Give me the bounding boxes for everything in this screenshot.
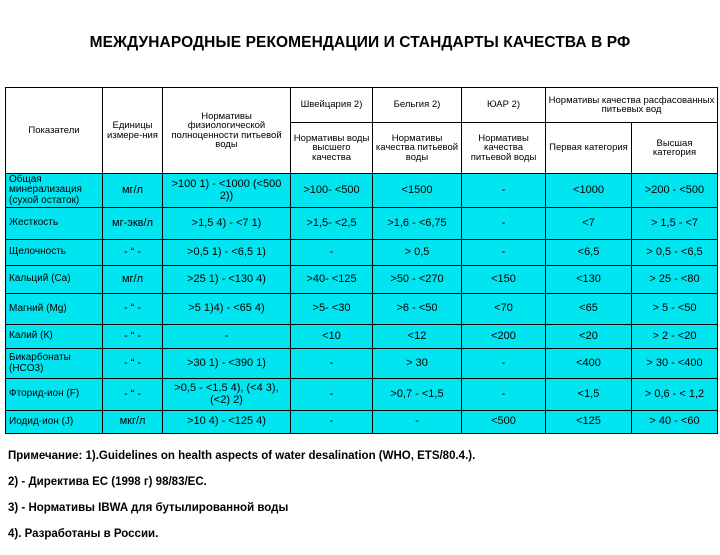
header-norm-highest: Нормативы воды высшего качества xyxy=(291,123,373,174)
cell-first-category: <65 xyxy=(546,294,632,325)
cell-highest-category: >200 - <500 xyxy=(632,174,718,208)
footnotes xyxy=(8,451,718,555)
cell-highest-category: > 5 - <50 xyxy=(632,294,718,325)
cell-switzerland: - xyxy=(291,349,373,379)
cell-unit: мг/л xyxy=(103,266,163,294)
header-switzerland: Швейцария 2) xyxy=(291,88,373,123)
header-highest-category: Высшая категория xyxy=(632,123,718,174)
cell-first-category: <400 xyxy=(546,349,632,379)
cell-south-africa: - xyxy=(462,174,546,208)
cell-belgium: >6 - <50 xyxy=(373,294,462,325)
cell-belgium: > 0,5 xyxy=(373,240,462,266)
cell-south-africa: <500 xyxy=(462,411,546,434)
footnote-2: 2) - Директива ЕС (1998 г) 98/83/ЕС. xyxy=(8,476,207,488)
cell-first-category: <20 xyxy=(546,325,632,349)
header-indicators: Показатели xyxy=(6,88,103,174)
cell-switzerland: - xyxy=(291,379,373,411)
header-physiological: Нормативы физиологической полноценности питьевой воды xyxy=(163,88,291,174)
cell-switzerland: <10 xyxy=(291,325,373,349)
cell-south-africa: <70 xyxy=(462,294,546,325)
table-row xyxy=(6,174,718,208)
footnote-1: Примечание: 1).Guidelines on health aspects of water desalination (WHO, ETS/80.4.). xyxy=(8,450,476,462)
cell-switzerland: >5- <30 xyxy=(291,294,373,325)
cell-physio: >1,5 4) - <7 1) xyxy=(163,208,291,240)
cell-switzerland: - xyxy=(291,240,373,266)
cell-south-africa: - xyxy=(462,240,546,266)
cell-unit: мкг/л xyxy=(103,411,163,434)
cell-physio: >100 1) - <1000 (<500 2)) xyxy=(163,174,291,208)
cell-unit: мг/л xyxy=(103,174,163,208)
cell-unit: - “ - xyxy=(103,349,163,379)
header-packaged: Нормативы качества расфасованных питьевых вод xyxy=(546,88,718,123)
cell-first-category: <130 xyxy=(546,266,632,294)
header-norm-quality-sa: Нормативы качества питьевой воды xyxy=(462,123,546,174)
cell-south-africa: - xyxy=(462,379,546,411)
header-row-top xyxy=(6,88,718,123)
table-row xyxy=(6,325,718,349)
cell-highest-category: > 40 - <60 xyxy=(632,411,718,434)
standards-table xyxy=(5,87,718,434)
cell-physio: >25 1) - <130 4) xyxy=(163,266,291,294)
cell-physio: >10 4) - <125 4) xyxy=(163,411,291,434)
cell-first-category: <1,5 xyxy=(546,379,632,411)
cell-highest-category: > 30 - <400 xyxy=(632,349,718,379)
cell-belgium: - xyxy=(373,411,462,434)
table-row xyxy=(6,379,718,411)
cell-physio: >0,5 - <1,5 4), (<4 3),(<2) 2) xyxy=(163,379,291,411)
cell-belgium: <1500 xyxy=(373,174,462,208)
cell-physio: >5 1)4) - <65 4) xyxy=(163,294,291,325)
cell-unit: - “ - xyxy=(103,294,163,325)
cell-switzerland: - xyxy=(291,411,373,434)
cell-belgium: >1,6 - <6,75 xyxy=(373,208,462,240)
cell-belgium: >0,7 - <1,5 xyxy=(373,379,462,411)
cell-physio: >0,5 1) - <6,5 1) xyxy=(163,240,291,266)
cell-first-category: <125 xyxy=(546,411,632,434)
cell-indicator: Иодид-ион (J) xyxy=(6,411,103,434)
cell-highest-category: > 1,5 - <7 xyxy=(632,208,718,240)
cell-south-africa: <200 xyxy=(462,325,546,349)
table-row xyxy=(6,240,718,266)
table-row xyxy=(6,349,718,379)
cell-indicator: Кальций (Ca) xyxy=(6,266,103,294)
cell-highest-category: > 0,6 - < 1,2 xyxy=(632,379,718,411)
cell-south-africa: - xyxy=(462,208,546,240)
table-row xyxy=(6,208,718,240)
cell-indicator: Щелочность xyxy=(6,240,103,266)
header-south-africa: ЮАР 2) xyxy=(462,88,546,123)
cell-indicator: Жесткость xyxy=(6,208,103,240)
cell-indicator: Калий (К) xyxy=(6,325,103,349)
cell-indicator: Магний (Mg) xyxy=(6,294,103,325)
cell-highest-category: > 2 - <20 xyxy=(632,325,718,349)
cell-belgium: >50 - <270 xyxy=(373,266,462,294)
header-units: Единицы измере-ния xyxy=(103,88,163,174)
table-row xyxy=(6,294,718,325)
cell-belgium: <12 xyxy=(373,325,462,349)
cell-south-africa: <150 xyxy=(462,266,546,294)
cell-indicator: Фторид-ион (F) xyxy=(6,379,103,411)
page-title: МЕЖДУНАРОДНЫЕ РЕКОМЕНДАЦИИ И СТАНДАРТЫ КАЧЕСТВА В РФ xyxy=(89,34,631,51)
cell-unit: - “ - xyxy=(103,379,163,411)
cell-physio: >30 1) - <390 1) xyxy=(163,349,291,379)
cell-highest-category: > 25 - <80 xyxy=(632,266,718,294)
cell-switzerland: >40- <125 xyxy=(291,266,373,294)
cell-unit: мг-экв/л xyxy=(103,208,163,240)
cell-belgium: > 30 xyxy=(373,349,462,379)
cell-first-category: <7 xyxy=(546,208,632,240)
cell-switzerland: >100- <500 xyxy=(291,174,373,208)
cell-switzerland: >1,5- <2,5 xyxy=(291,208,373,240)
footnote-3: 3) - Нормативы IBWA для бутылированной воды xyxy=(8,502,289,514)
header-norm-quality-belgium: Нормативы качества питьевой воды xyxy=(373,123,462,174)
cell-highest-category: > 0,5 - <6,5 xyxy=(632,240,718,266)
cell-south-africa: - xyxy=(462,349,546,379)
header-first-category: Первая категория xyxy=(546,123,632,174)
cell-indicator: Общая минерализация (сухой остаток) xyxy=(6,174,103,208)
table-row xyxy=(6,411,718,434)
header-belgium: Бельгия 2) xyxy=(373,88,462,123)
cell-first-category: <1000 xyxy=(546,174,632,208)
cell-unit: - “ - xyxy=(103,325,163,349)
cell-unit: - “ - xyxy=(103,240,163,266)
cell-indicator: Бикарбонаты (HCO3) xyxy=(6,349,103,379)
cell-first-category: <6,5 xyxy=(546,240,632,266)
footnote-4: 4). Разработаны в России. xyxy=(8,528,159,540)
cell-physio: - xyxy=(163,325,291,349)
standards-table-wrapper xyxy=(5,87,718,434)
table-row xyxy=(6,266,718,294)
